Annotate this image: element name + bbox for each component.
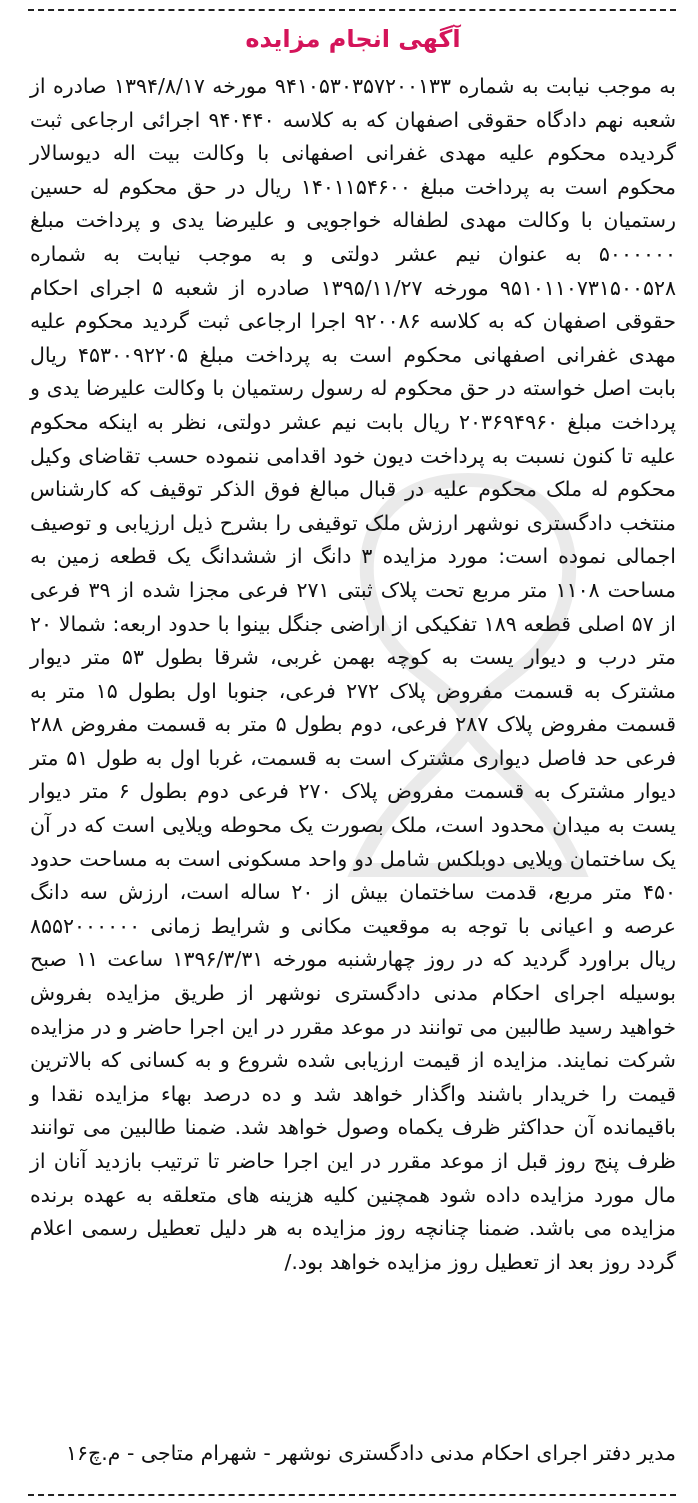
top-dashed-divider	[28, 9, 676, 11]
notice-title: آگهی انجام مزایده	[245, 25, 461, 53]
bottom-dashed-divider	[28, 1494, 676, 1496]
notice-signature: مدیر دفتر اجرای احکام مدنی دادگستری نوشهر - شهرام متاجی - م.چ۱۶	[66, 1441, 676, 1465]
notice-body: به موجب نیابت به شماره ۹۴۱۰۵۳۰۳۵۷۲۰۰۱۳۳ مورخه ۱۳۹۴/۸/۱۷ صادره از شعبه نهم دادگاه حقوقی اصفهان که به کلاسه ۹۴۰۴۴۰ اجرائی ارجاعی ثبت گردیده محکوم علیه مهدی غفرانی اصفهانی با وکالت بیت اله دیوسالار محکوم است به پرداخت مبلغ ۱۴۰۱۱۵۴۶۰۰ ریال در حق محکوم له حسین رستمیان با وکالت مهدی لطفاله خواجویی و علیرضا یدی و پرداخت مبلغ ۵۰۰۰۰۰۰ به عنوان نیم عشر دولتی و به موجب نیابت به شماره ۹۵۱۰۱۱۰۷۳۱۵۰۰۵۲۸ مورخه ۱۳۹۵/۱۱/۲۷ صادره از شعبه ۵ اجرای احکام حقوقی اصفهان که به کلاسه ۹۲۰۰۸۶ اجرا ارجاعی ثبت گردید محکوم علیه مهدی غفرانی اصفهانی محکوم است به پرداخت مبلغ ۴۵۳۰۰۹۲۲۰۵ ریال بابت اصل خواسته در حق محکوم له رسول رستمیان با وکالت علیرضا یدی و پرداخت مبلغ ۲۰۳۶۹۴۹۶۰ ریال بابت نیم عشر دولتی، نظر به اینکه محکوم علیه تا کنون نسبت به پرداخت دیون خود اقدامی ننموده حسب تقاضای وکیل محکوم له ملک محکوم علیه در قبال مبالغ فوق الذکر توقیف که کارشناس منتخب دادگستری نوشهر ارزش ملک توقیفی را بشرح ذیل ارزیابی و توصیف اجمالی نموده است: مورد مزایده ۳ دانگ از ششدانگ یک قطعه زمین به مساحت ۱۱۰۸ متر مربع تحت پلاک ثبتی ۲۷۱ فرعی مجزا شده از ۳۹ فرعی از ۵۷ اصلی قطعه ۱۸۹ تفکیکی از اراضی جنگل بینوا با حدود اربعه: شمالا ۲۰ متر درب و دیوار یست به کوچه بهمن غربی، شرقا بطول ۵۳ متر دیوار مشترک به قسمت مفروض پلاک ۲۷۲ فرعی، جنوبا اول بطول ۱۵ متر به قسمت مفروض پلاک ۲۸۷ فرعی، دوم بطول ۵ متر به قسمت مفروض ۲۸۸ فرعی حد فاصل دیواری مشترک است به قسمت، غربا اول به طول ۵۱ متر دیوار مشترک به قسمت مفروض پلاک ۲۷۰ فرعی دوم بطول ۶ متر دیوار یست به میدان محدود است، ملک بصورت یک محوطه ویلایی است که در آن یک ساختمان ویلایی دوبلکس شامل دو واحد مسکونی است به مساحت حدود ۴۵۰ متر مربع، قدمت ساختمان بیش از ۲۰ ساله است، ارزش سه دانگ عرصه و اعیانی با توجه به موقعیت مکانی و شرایط زمانی ۸۵۵۲۰۰۰۰۰۰ ریال براورد گردید که در روز چهارشنبه مورخه ۱۳۹۶/۳/۳۱ ساعت ۱۱ صبح بوسیله اجرای احکام مدنی دادگستری نوشهر از طریق مزایده بفروش خواهید رسید طالبین می توانند در موعد مقرر در این اجرا حاضر و در مزایده شرکت نمایند. مزایده از قیمت ارزیابی شده شروع و به کسانی که بالاترین قیمت را خریدار باشند واگذار خواهد شد و ده درصد بهاء مزایده نقدا و باقیمانده آن حداکثر ظرف یکماه وصول خواهد شد. ضمنا طالبین می توانند ظرف پنج روز قبل از موعد مقرر در این اجرا حاضر تا ترتیب بازدید آنان از مال مورد مزایده داده شود همچنین کلیه هزینه های متعلقه به عهده برنده مزایده می باشد. ضمنا چنانچه روز مزایده به هر دلیل تعطیل رسمی اعلام گردد روز بعد از تعطیل روز مزایده خواهد بود./	[30, 74, 676, 1274]
